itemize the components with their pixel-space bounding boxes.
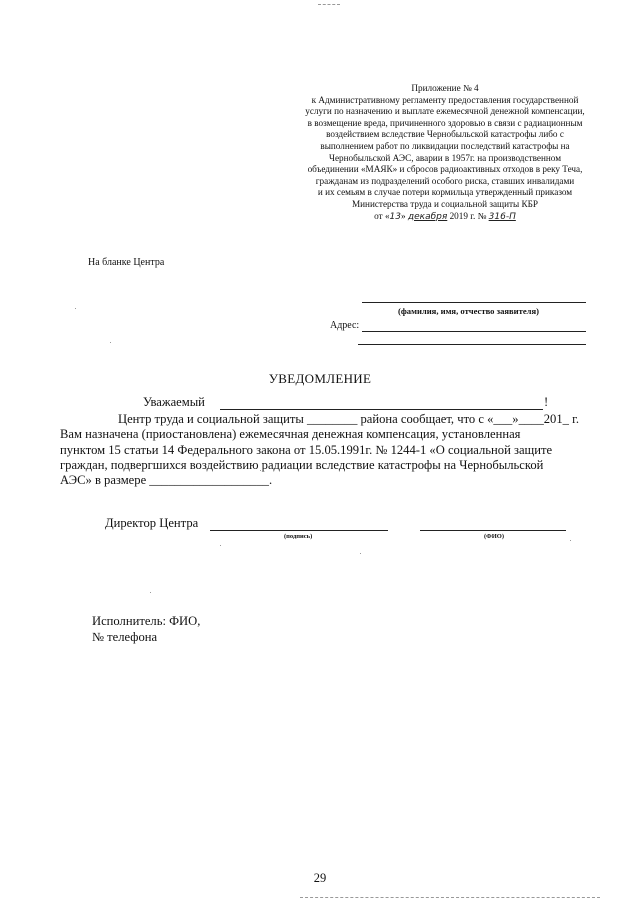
- date-year: 2019 г. №: [449, 210, 487, 221]
- date-month-handwritten: декабря: [407, 211, 448, 222]
- doc-number-handwritten: 316-П: [488, 211, 516, 222]
- notice-title: УВЕДОМЛЕНИЕ: [268, 371, 372, 386]
- scan-speck: [360, 553, 361, 554]
- header-line: услуги по назначению и выплате ежемесячной денежной компенсации,: [305, 106, 585, 117]
- scan-artifact: [300, 897, 600, 898]
- date-mid: »: [401, 210, 406, 221]
- header-line: гражданам из подразделений особого риска, ставших инвалидами: [315, 175, 575, 186]
- executor-phone: № телефона: [92, 630, 158, 644]
- salutation-name-line: [220, 409, 543, 410]
- salutation-end: !: [544, 395, 549, 409]
- body-line: Центр труда и социальной защиты ________ района сообщает, что с «___»____201_ г.: [118, 412, 579, 426]
- body-line: пунктом 15 статьи 14 Федерального закона от 15.05.1991г. № 1244-1 «О социальной защите: [60, 443, 553, 457]
- fio-caption: (ФИО): [484, 533, 505, 540]
- body-line: АЭС» в размере ___________________.: [60, 473, 273, 487]
- address-line-2: [358, 344, 586, 345]
- signature-caption: (подпись): [284, 533, 313, 540]
- scan-artifact: [318, 4, 340, 5]
- date-prefix: от «: [374, 210, 390, 221]
- signature-line: [210, 530, 388, 531]
- date-day-handwritten: 13: [389, 211, 401, 222]
- header-line: Чернобыльской АЭС, аварии в 1957г. на производственном: [328, 152, 562, 163]
- scan-speck: [150, 592, 151, 593]
- salutation-label: Уважаемый: [143, 395, 205, 409]
- scan-speck: [570, 540, 571, 541]
- applicant-name-line: [362, 302, 586, 303]
- address-label: Адрес:: [330, 320, 360, 331]
- order-date-line: [286, 211, 604, 224]
- page-number: 29: [313, 871, 327, 885]
- header-line: объединении «МАЯК» и сбросов радиоактивных отходов в реку Теча,: [307, 164, 583, 175]
- fio-line: [420, 530, 566, 531]
- header-line: к Административному регламенту предоставления государственной: [311, 94, 579, 105]
- executor-label: Исполнитель: ФИО,: [92, 614, 201, 628]
- on-blank-label: На бланке Центра: [88, 257, 165, 268]
- appendix-header: [286, 83, 604, 223]
- scan-speck: [220, 545, 221, 546]
- address-line-1: [362, 331, 586, 332]
- scan-speck: [75, 308, 76, 309]
- header-line: Министерства труда и социальной защиты КБР: [351, 198, 539, 209]
- body-line: граждан, подвергшихся воздействию радиации вследствие катастрофы на Чернобыльской: [60, 458, 544, 472]
- header-line: выполнением работ по ликвидации последствий катастрофы на: [320, 140, 570, 151]
- header-line: воздействием вследствие Чернобыльской катастрофы либо с: [326, 129, 564, 140]
- header-line: в возмещение вреда, причиненного здоровью в связи с радиационным: [307, 117, 583, 128]
- body-line: Вам назначена (приостановлена) ежемесячная денежная компенсация, установленная: [60, 427, 521, 441]
- header-line: Приложение № 4: [411, 83, 479, 93]
- header-line: и их семьям в случае потери кормильца утвержденный приказом: [317, 187, 573, 198]
- scan-speck: [110, 342, 111, 343]
- director-label: Директор Центра: [105, 516, 199, 530]
- applicant-caption: (фамилия, имя, отчество заявителя): [398, 306, 539, 316]
